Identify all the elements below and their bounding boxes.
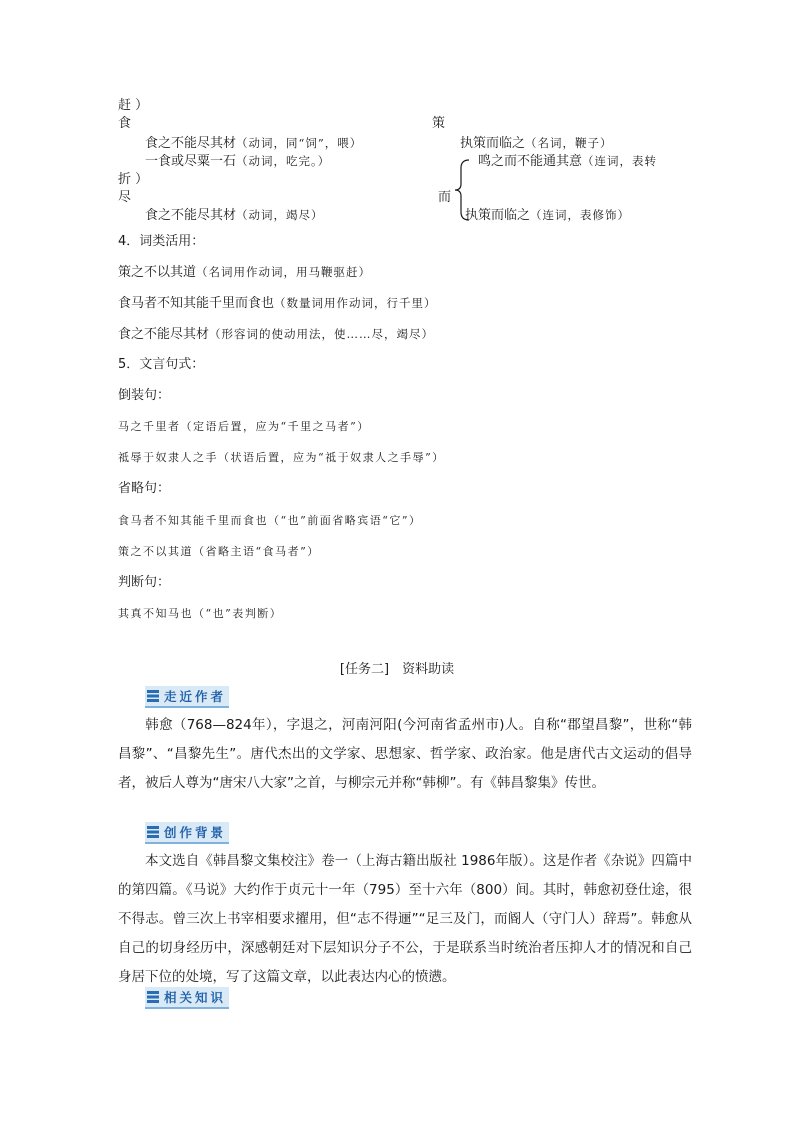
char-er: 而 — [438, 190, 452, 205]
section4-item-3: 食之不能尽其材（形容词的使动用法，使……尽，竭尽） — [118, 327, 435, 342]
omission-item-2: 策之不以其道（省略主语“食马者”） — [118, 545, 320, 558]
shi-example-1: 食之不能尽其材（动词，同“饲”，喂） — [145, 136, 363, 151]
inversion-item-2: 祗辱于奴隶人之手（状语后置，应为“祗于奴隶人之手辱”） — [118, 451, 445, 464]
shi-example-2: 一食或尽粟一石（动词，吃完。） — [145, 154, 331, 169]
section4-heading: 4．词类活用： — [118, 234, 205, 249]
author-section-label: 走近作者 — [145, 686, 229, 708]
char-jin: 尽 — [118, 190, 132, 205]
judgment-item-1: 其真不知马也（“也”表判断） — [118, 607, 283, 620]
list-bars-icon — [147, 991, 159, 1003]
inversion-label: 倒装句： — [118, 388, 171, 403]
ce-example-1: 执策而临之（名词，鞭子） — [460, 136, 613, 151]
jin-example-1: 食之不能尽其材（动词，竭尽） — [145, 208, 324, 223]
task2-title: [任务二] 资料助读 — [339, 662, 455, 677]
omission-label: 省略句： — [118, 481, 171, 496]
background-section-label: 创作背景 — [145, 822, 229, 844]
inversion-item-1: 马之千里者（定语后置，应为“千里之马者”） — [118, 420, 370, 433]
author-paragraph: 韩愈（768—824年），字退之，河南河阳(今河南省孟州市)人。自称“郡望昌黎”，世称“韩昌黎”、“昌黎先生”。唐代杰出的文学家、思想家、哲学家、政治家。他是唐代古文运动的倡导者，被后人尊为“唐宋八大家”之首，与柳宗元并称“韩柳”。有《韩昌黎集》传世。 — [118, 717, 692, 791]
section4-item-2: 食马者不知其能千里而食也（数量词用作动词，行千里） — [118, 296, 437, 311]
list-bars-icon — [147, 690, 159, 702]
judgment-label: 判断句： — [118, 575, 171, 590]
section4-item-1: 策之不以其道（名词用作动词，用马鞭驱赶） — [118, 265, 372, 280]
related-section-label: 相关知识 — [145, 987, 229, 1009]
char-shi: 食 — [118, 116, 132, 131]
list-bars-icon — [147, 826, 159, 838]
section5-heading: 5．文言句式： — [118, 357, 205, 372]
er-example-2: 执策而临之（连词，表修饰） — [465, 208, 631, 223]
omission-item-1: 食马者不知其能千里而食也（“也”前面省略宾语“它”） — [118, 514, 422, 527]
background-paragraph: 本文选自《韩昌黎文集校注》卷一（上海古籍出版社 1986年版）。这是作者《杂说》四篇中的第四篇。《马说》大约作于贞元十一年（795）至十六年（800）间。其时，韩愈初登仕途，很不得志。曾三次上书宰相要求擢用，但“志不得逦”“足三及门，而阍人（守门人）辞焉”。韩愈从自己的切身经历中，深感朝廷对下层知识分子不公，于是联系当时统治者压抑人才的情况和自己身居下位的处境，写了这篇文章，以此表达内心的愤懑。 — [118, 853, 692, 985]
char-ce: 策 — [432, 116, 446, 131]
fragment-top: 赶 ） — [118, 98, 149, 113]
fragment-zhe: 折 ） — [118, 172, 149, 187]
er-example-1: 鸣之而不能通其意（连词，表转 — [478, 154, 658, 169]
